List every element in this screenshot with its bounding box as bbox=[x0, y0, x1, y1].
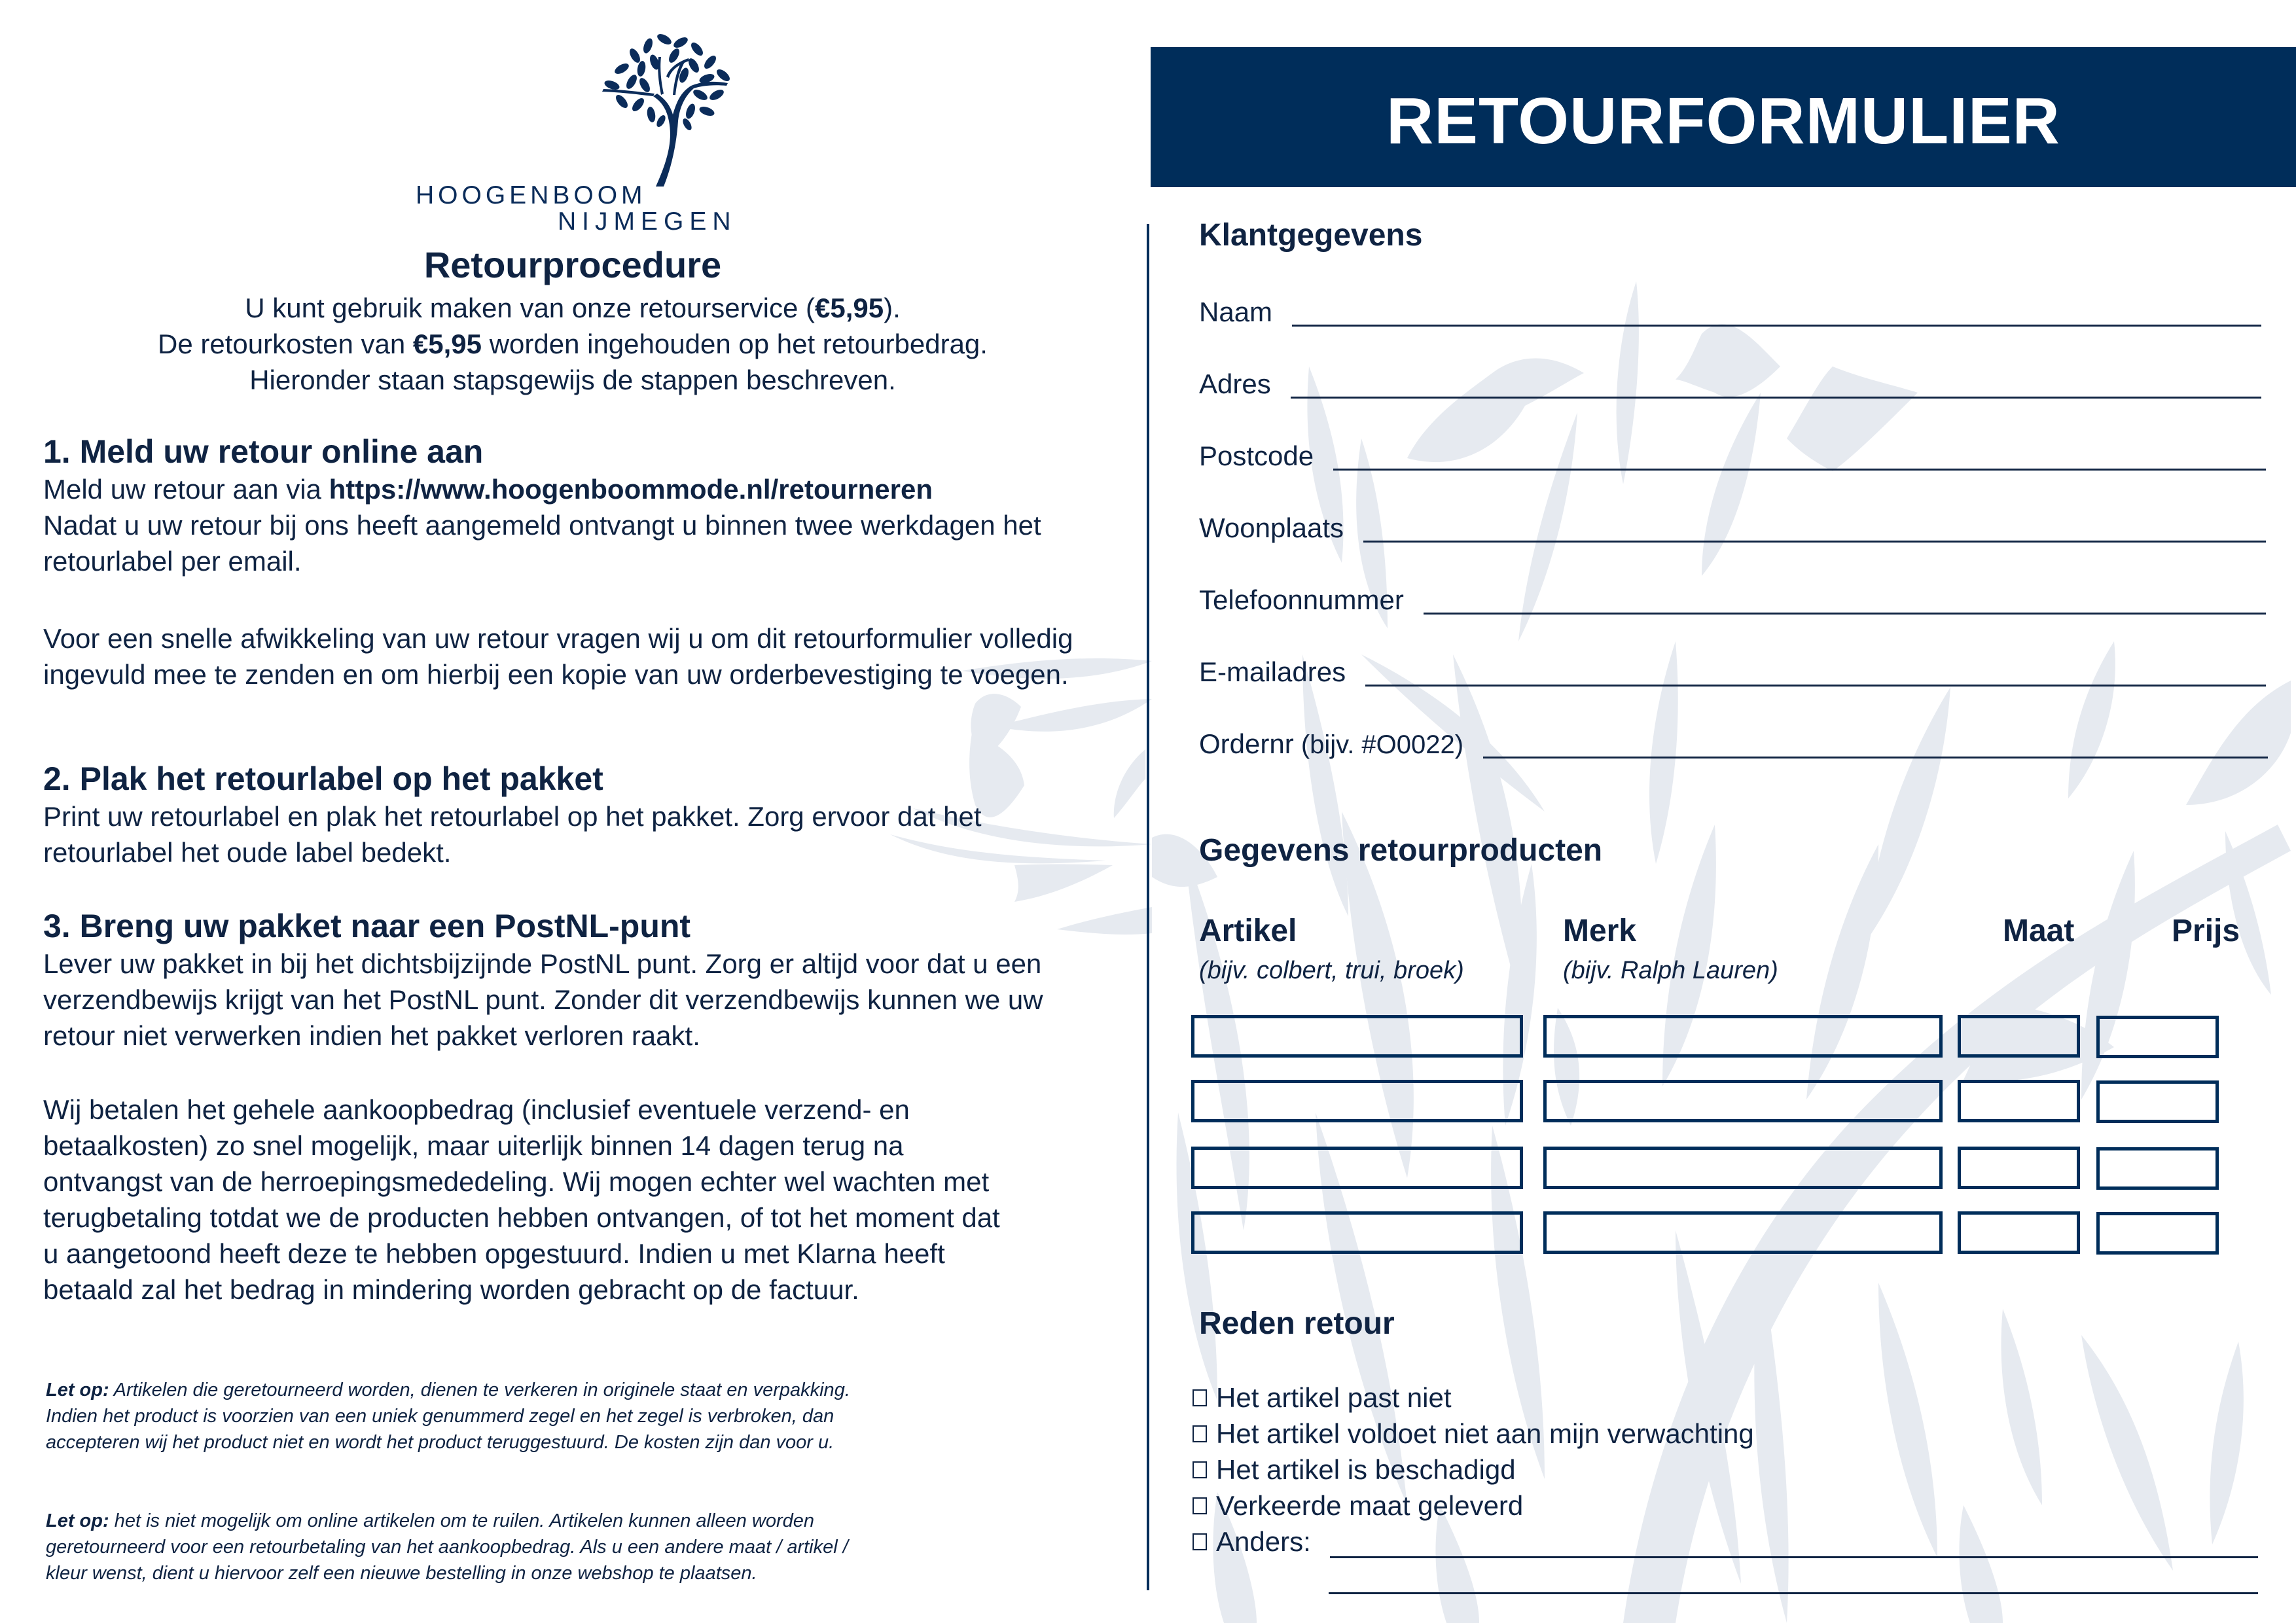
products-section-title: Gegevens retourproducten bbox=[1199, 833, 1603, 868]
reason-option-2[interactable]: Het artikel voldoet niet aan mijn verwachting bbox=[1193, 1418, 1754, 1450]
refund-info: Wij betalen het gehele aankoopbedrag (inclusief eventuele verzend- en betaalkosten) zo snel mogelijk, maar uiterlijk binnen 14 dagen terug na ontvangst van de herroepingsmededeling. Wij mogen echter wel wachten met terugbetaling totdat we de producten hebben ontvangen, of tot het moment dat u aangetoond heeft deze te hebben opgestuurd. Indien u met Klarna heeft betaald zal het bedrag in mindering worden gebracht op de factuur. bbox=[43, 1094, 1000, 1305]
form-divider bbox=[1147, 224, 1149, 1590]
postcode-input-line[interactable] bbox=[1333, 469, 2266, 471]
phone-field[interactable] bbox=[1199, 578, 2266, 617]
prijs-input-4[interactable] bbox=[2096, 1212, 2219, 1255]
return-fee: €5,95 bbox=[412, 329, 482, 359]
address-input-line[interactable] bbox=[1291, 397, 2261, 399]
customer-section-title: Klantgegevens bbox=[1199, 218, 1423, 253]
reason-option-3[interactable]: Het artikel is beschadigd bbox=[1193, 1454, 1516, 1486]
maat-input-3[interactable] bbox=[1958, 1147, 2080, 1189]
artikel-input-1[interactable] bbox=[1191, 1015, 1523, 1058]
artikel-input-4[interactable] bbox=[1191, 1211, 1523, 1254]
checkbox-icon[interactable] bbox=[1193, 1425, 1207, 1442]
procedure-title: Retourprocedure bbox=[423, 244, 722, 285]
column-header-maat: Maat bbox=[2003, 914, 2075, 948]
order-number-label: Ordernr bbox=[1199, 728, 1294, 759]
name-input-line[interactable] bbox=[1292, 325, 2261, 327]
merk-input-1[interactable] bbox=[1543, 1015, 1943, 1058]
reason-option-1[interactable]: Het artikel past niet bbox=[1193, 1382, 1452, 1414]
return-fee: €5,95 bbox=[814, 293, 884, 323]
name-label: Naam bbox=[1199, 296, 1273, 327]
email-field[interactable] bbox=[1199, 650, 2266, 689]
checkbox-icon[interactable] bbox=[1193, 1497, 1207, 1514]
artikel-input-2[interactable] bbox=[1191, 1080, 1523, 1122]
brand-city: NIJMEGEN bbox=[558, 207, 737, 236]
maat-input-1[interactable] bbox=[1958, 1015, 2080, 1058]
merk-input-4[interactable] bbox=[1543, 1211, 1943, 1254]
tree-icon bbox=[596, 29, 740, 187]
other-reason-line-2[interactable] bbox=[1329, 1592, 2258, 1594]
form-header bbox=[1151, 47, 2296, 187]
step-1-heading: 1. Meld uw retour online aan bbox=[43, 433, 484, 470]
intro-line-3: Hieronder staan stapsgewijs de stappen beschreven. bbox=[249, 365, 896, 395]
postcode-field[interactable] bbox=[1199, 434, 2266, 473]
checkbox-icon[interactable] bbox=[1193, 1389, 1207, 1406]
order-number-field[interactable] bbox=[1199, 722, 2268, 761]
order-number-input-line[interactable] bbox=[1483, 757, 2268, 758]
email-label: E-mailadres bbox=[1199, 656, 1346, 687]
step-1-extra: Voor een snelle afwikkeling van uw retour vragen wij u om dit retourformulier volledig ingevuld mee te zenden en om hierbij een kopie van uw orderbevestiging te voegen. bbox=[43, 623, 1073, 690]
step-3-heading: 3. Breng uw pakket naar een PostNL-punt bbox=[43, 908, 691, 944]
return-url-link[interactable]: https://www.hoogenboommode.nl/retourneren bbox=[329, 474, 933, 505]
intro-line-2: De retourkosten van €5,95 worden ingehouden op het retourbedrag. bbox=[158, 329, 988, 359]
other-reason-line-1[interactable] bbox=[1330, 1556, 2258, 1558]
intro-line-1: U kunt gebruik maken van onze retourservice (€5,95). bbox=[245, 293, 901, 323]
brand-name: HOOGENBOOM bbox=[416, 181, 647, 209]
maat-input-2[interactable] bbox=[1958, 1080, 2080, 1122]
email-input-line[interactable] bbox=[1365, 685, 2266, 687]
column-header-prijs: Prijs bbox=[2172, 914, 2240, 948]
merk-input-2[interactable] bbox=[1543, 1080, 1943, 1122]
prijs-input-2[interactable] bbox=[2096, 1080, 2219, 1123]
prijs-input-3[interactable] bbox=[2096, 1147, 2219, 1190]
reason-option-4[interactable]: Verkeerde maat geleverd bbox=[1193, 1490, 1523, 1522]
address-field[interactable] bbox=[1199, 362, 2261, 401]
city-field[interactable] bbox=[1199, 506, 2266, 545]
column-hint-merk: (bijv. Ralph Lauren) bbox=[1563, 957, 1778, 984]
artikel-input-3[interactable] bbox=[1191, 1147, 1523, 1189]
step-1: 1. Meld uw retour online aan Meld uw retour aan via https://www.hoogenboommode.nl/retourneren Nadat u uw retour bij ons heeft aangemeld ontvangt u binnen twee werkdagen het retourlabel per email. bbox=[43, 432, 1143, 579]
brand-logo bbox=[406, 29, 746, 236]
phone-input-line[interactable] bbox=[1424, 613, 2266, 615]
prijs-input-1[interactable] bbox=[2096, 1016, 2219, 1058]
column-header-artikel: Artikel bbox=[1199, 914, 1297, 948]
reason-section-title: Reden retour bbox=[1199, 1306, 1395, 1341]
reason-option-other[interactable]: Anders: bbox=[1193, 1526, 1311, 1558]
city-label: Woonplaats bbox=[1199, 512, 1344, 543]
order-number-hint: (bijv. #O0022) bbox=[1293, 730, 1464, 759]
address-label: Adres bbox=[1199, 368, 1271, 399]
step-2-heading: 2. Plak het retourlabel op het pakket bbox=[43, 760, 603, 797]
step-2: 2. Plak het retourlabel op het pakket Print uw retourlabel en plak het retourlabel op het pakket. Zorg ervoor dat het retourlabel het oude label bedekt. bbox=[43, 759, 1143, 870]
checkbox-icon[interactable] bbox=[1193, 1533, 1207, 1550]
note-original-state: Let op: Artikelen die geretourneerd worden, dienen te verkeren in originele staat en verpakking. Indien het product is voorzien van een uniek genummerd zegel en het zegel is verbroken, dan accepteren wij het product niet en wordt het product teruggestuurd. De kosten zijn dan voor u. bbox=[46, 1380, 850, 1453]
phone-label: Telefoonnummer bbox=[1199, 584, 1404, 615]
step-3: 3. Breng uw pakket naar een PostNL-punt Lever uw pakket in bij het dichtsbijzijnde PostNL punt. Zorg er altijd voor dat u een verzendbewijs krijgt van het PostNL punt. Zonder dit verzendbewijs kunnen we uw retour niet verwerken indien het pakket verloren raakt. bbox=[43, 906, 1143, 1054]
postcode-label: Postcode bbox=[1199, 440, 1314, 471]
merk-input-3[interactable] bbox=[1543, 1147, 1943, 1189]
column-hint-artikel: (bijv. colbert, trui, broek) bbox=[1199, 957, 1464, 984]
checkbox-icon[interactable] bbox=[1193, 1461, 1207, 1478]
city-input-line[interactable] bbox=[1363, 541, 2266, 543]
note-no-exchange: Let op: het is niet mogelijk om online artikelen om te ruilen. Artikelen kunnen alleen worden geretourneerd voor een retourbetaling van het aankoopbedrag. Als u een andere maat / artikel / kleur wenst, dient u hiervoor zelf een nieuwe bestelling in onze webshop te plaatsen. bbox=[46, 1510, 848, 1584]
maat-input-4[interactable] bbox=[1958, 1211, 2080, 1254]
name-field[interactable] bbox=[1199, 290, 2261, 329]
column-header-merk: Merk bbox=[1563, 914, 1637, 948]
procedure-intro bbox=[0, 290, 1145, 398]
form-title: RETOURFORMULIER bbox=[1386, 84, 2060, 158]
